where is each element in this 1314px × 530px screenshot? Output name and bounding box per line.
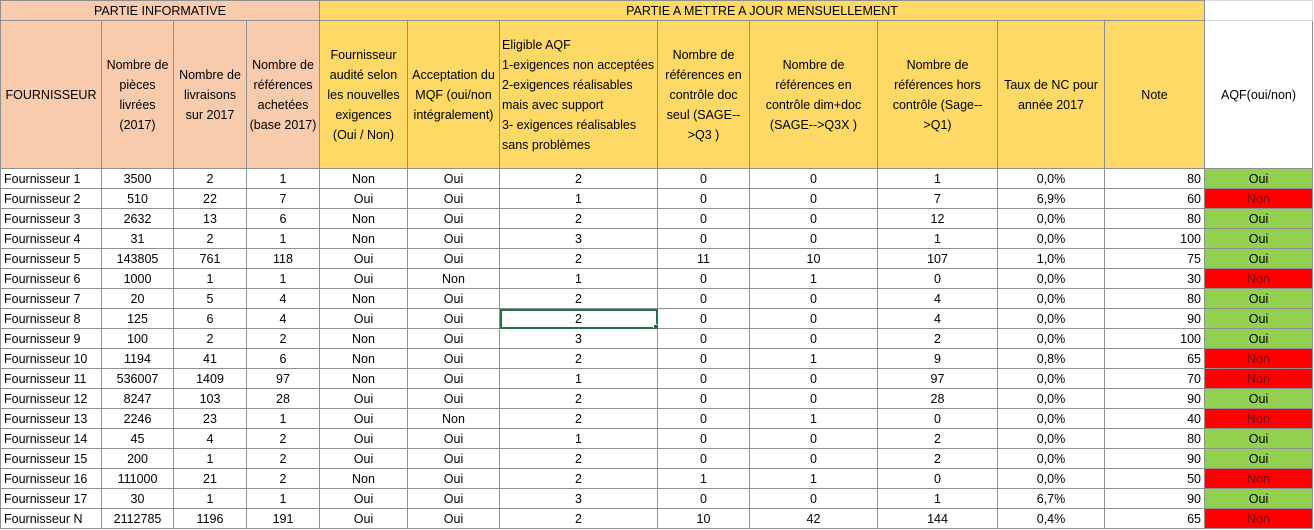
cell-aqf[interactable]: Oui — [1205, 389, 1313, 409]
cell-ref-doc[interactable]: 0 — [658, 409, 750, 429]
header-mqf[interactable]: Acceptation du MQF (oui/non intégralement) — [408, 21, 500, 169]
cell-audited[interactable]: Oui — [320, 489, 408, 509]
cell-eligible[interactable]: 3 — [500, 329, 658, 349]
cell-ref-out[interactable]: 28 — [878, 389, 998, 409]
header-ref-doc[interactable]: Nombre de références en contrôle doc seul (SAGE-->Q3 ) — [658, 21, 750, 169]
cell-mqf[interactable]: Oui — [408, 169, 500, 189]
cell-pieces[interactable]: 2246 — [102, 409, 174, 429]
header-eligible[interactable] — [500, 21, 658, 169]
cell-ref-doc[interactable]: 0 — [658, 389, 750, 409]
cell-ref-out[interactable]: 0 — [878, 269, 998, 289]
cell-pieces[interactable]: 536007 — [102, 369, 174, 389]
cell-eligible[interactable]: 3 — [500, 229, 658, 249]
cell-supplier[interactable]: Fournisseur 5 — [1, 249, 102, 269]
cell-nc-rate[interactable]: 0,0% — [998, 329, 1105, 349]
cell-eligible[interactable]: 3 — [500, 489, 658, 509]
table-row — [1, 249, 1313, 269]
cell-note[interactable]: 80 — [1105, 209, 1205, 229]
cell-references[interactable]: 6 — [247, 209, 320, 229]
cell-nc-rate[interactable]: 0,0% — [998, 309, 1105, 329]
cell-ref-out[interactable]: 4 — [878, 309, 998, 329]
cell-aqf[interactable]: Non — [1205, 409, 1313, 429]
cell-aqf[interactable]: Oui — [1205, 249, 1313, 269]
cell-supplier[interactable]: Fournisseur N — [1, 509, 102, 529]
cell-audited[interactable]: Oui — [320, 409, 408, 429]
cell-note[interactable]: 90 — [1105, 449, 1205, 469]
cell-ref-dim[interactable]: 1 — [750, 469, 878, 489]
cell-eligible[interactable]: 2 — [500, 449, 658, 469]
section-band-row — [1, 1, 1313, 21]
cell-nc-rate[interactable]: 6,9% — [998, 189, 1105, 209]
cell-pieces[interactable]: 2112785 — [102, 509, 174, 529]
cell-ref-doc[interactable]: 0 — [658, 309, 750, 329]
cell-references[interactable]: 28 — [247, 389, 320, 409]
cell-audited[interactable]: Oui — [320, 389, 408, 409]
cell-ref-out[interactable]: 2 — [878, 329, 998, 349]
cell-supplier[interactable]: Fournisseur 1 — [1, 169, 102, 189]
cell-note[interactable]: 65 — [1105, 349, 1205, 369]
cell-note[interactable]: 80 — [1105, 289, 1205, 309]
table-row — [1, 189, 1313, 209]
cell-aqf[interactable]: Non — [1205, 369, 1313, 389]
cell-nc-rate[interactable]: 0,4% — [998, 509, 1105, 529]
table-row — [1, 409, 1313, 429]
cell-aqf[interactable]: Non — [1205, 189, 1313, 209]
cell-eligible[interactable]: 1 — [500, 269, 658, 289]
cell-ref-doc[interactable]: 0 — [658, 169, 750, 189]
cell-ref-dim[interactable]: 1 — [750, 269, 878, 289]
cell-references[interactable]: 191 — [247, 509, 320, 529]
cell-note[interactable]: 90 — [1105, 489, 1205, 509]
cell-references[interactable]: 1 — [247, 409, 320, 429]
cell-nc-rate[interactable]: 0,8% — [998, 349, 1105, 369]
cell-references[interactable]: 4 — [247, 289, 320, 309]
header-deliveries[interactable]: Nombre de livraisons sur 2017 — [174, 21, 247, 169]
cell-aqf[interactable]: Oui — [1205, 229, 1313, 249]
cell-audited[interactable]: Non — [320, 169, 408, 189]
cell-mqf[interactable]: Oui — [408, 249, 500, 269]
cell-nc-rate[interactable]: 0,0% — [998, 229, 1105, 249]
cell-references[interactable]: 1 — [247, 169, 320, 189]
cell-ref-dim[interactable]: 0 — [750, 489, 878, 509]
cell-ref-dim[interactable]: 0 — [750, 369, 878, 389]
cell-audited[interactable]: Non — [320, 289, 408, 309]
cell-mqf[interactable]: Non — [408, 409, 500, 429]
cell-pieces[interactable]: 100 — [102, 329, 174, 349]
header-eligible-line-3: 3- exigences réalisables sans problèmes — [502, 117, 637, 152]
cell-supplier[interactable]: Fournisseur 10 — [1, 349, 102, 369]
cell-deliveries[interactable]: 4 — [174, 429, 247, 449]
cell-note[interactable]: 100 — [1105, 229, 1205, 249]
cell-mqf[interactable]: Oui — [408, 309, 500, 329]
cell-nc-rate[interactable]: 1,0% — [998, 249, 1105, 269]
cell-ref-out[interactable]: 1 — [878, 229, 998, 249]
cell-ref-doc[interactable]: 0 — [658, 209, 750, 229]
cell-supplier[interactable]: Fournisseur 6 — [1, 269, 102, 289]
cell-aqf[interactable]: Oui — [1205, 449, 1313, 469]
cell-references[interactable]: 6 — [247, 349, 320, 369]
cell-ref-dim[interactable]: 0 — [750, 449, 878, 469]
table-row — [1, 489, 1313, 509]
cell-mqf[interactable]: Oui — [408, 329, 500, 349]
table-row — [1, 329, 1313, 349]
cell-ref-doc[interactable]: 0 — [658, 449, 750, 469]
cell-ref-out[interactable]: 1 — [878, 489, 998, 509]
cell-ref-doc[interactable]: 0 — [658, 349, 750, 369]
cell-supplier[interactable]: Fournisseur 3 — [1, 209, 102, 229]
table-row — [1, 209, 1313, 229]
cell-deliveries[interactable]: 1 — [174, 449, 247, 469]
cell-ref-out[interactable]: 107 — [878, 249, 998, 269]
cell-mqf[interactable]: Oui — [408, 449, 500, 469]
fill-handle[interactable] — [653, 324, 658, 329]
cell-deliveries[interactable]: 2 — [174, 329, 247, 349]
cell-eligible[interactable]: 2 — [500, 469, 658, 489]
cell-aqf[interactable]: Non — [1205, 469, 1313, 489]
cell-audited[interactable]: Oui — [320, 189, 408, 209]
cell-mqf[interactable]: Oui — [408, 349, 500, 369]
table-row — [1, 269, 1313, 289]
cell-ref-doc[interactable]: 11 — [658, 249, 750, 269]
table-row — [1, 169, 1313, 189]
header-eligible-line-1: 1-exigences non acceptées — [502, 57, 655, 72]
cell-note[interactable]: 60 — [1105, 189, 1205, 209]
cell-ref-dim[interactable]: 10 — [750, 249, 878, 269]
cell-ref-dim[interactable]: 42 — [750, 509, 878, 529]
header-eligible-line-0: Eligible AQF — [502, 37, 571, 52]
cell-ref-doc[interactable]: 0 — [658, 329, 750, 349]
cell-note[interactable]: 50 — [1105, 469, 1205, 489]
cell-references[interactable]: 7 — [247, 189, 320, 209]
cell-references[interactable]: 1 — [247, 229, 320, 249]
cell-note[interactable]: 100 — [1105, 329, 1205, 349]
cell-ref-out[interactable]: 2 — [878, 449, 998, 469]
cell-note[interactable]: 90 — [1105, 309, 1205, 329]
cell-ref-doc[interactable]: 10 — [658, 509, 750, 529]
cell-eligible[interactable]: 2 — [500, 349, 658, 369]
table-row — [1, 349, 1313, 369]
cell-references[interactable]: 2 — [247, 449, 320, 469]
cell-ref-dim[interactable]: 0 — [750, 309, 878, 329]
table-row — [1, 509, 1313, 529]
cell-ref-dim[interactable]: 0 — [750, 329, 878, 349]
cell-supplier[interactable]: Fournisseur 15 — [1, 449, 102, 469]
cell-audited[interactable]: Non — [320, 369, 408, 389]
cell-supplier[interactable]: Fournisseur 16 — [1, 469, 102, 489]
cell-aqf[interactable]: Oui — [1205, 209, 1313, 229]
cell-aqf[interactable]: Non — [1205, 349, 1313, 369]
cell-eligible[interactable]: 2 — [500, 309, 658, 329]
cell-aqf[interactable]: Non — [1205, 269, 1313, 289]
cell-aqf[interactable]: Oui — [1205, 489, 1313, 509]
cell-aqf[interactable]: Oui — [1205, 289, 1313, 309]
cell-ref-dim[interactable]: 0 — [750, 169, 878, 189]
cell-eligible[interactable]: 2 — [500, 409, 658, 429]
cell-nc-rate[interactable]: 0,0% — [998, 289, 1105, 309]
cell-deliveries[interactable]: 1 — [174, 489, 247, 509]
cell-pieces[interactable]: 2632 — [102, 209, 174, 229]
cell-ref-doc[interactable]: 0 — [658, 269, 750, 289]
cell-nc-rate[interactable]: 0,0% — [998, 469, 1105, 489]
cell-deliveries[interactable]: 41 — [174, 349, 247, 369]
cell-ref-doc[interactable]: 0 — [658, 189, 750, 209]
cell-pieces[interactable]: 20 — [102, 289, 174, 309]
cell-nc-rate[interactable]: 0,0% — [998, 169, 1105, 189]
cell-supplier[interactable]: Fournisseur 17 — [1, 489, 102, 509]
cell-deliveries[interactable]: 103 — [174, 389, 247, 409]
header-note[interactable]: Note — [1105, 21, 1205, 169]
cell-references[interactable]: 2 — [247, 329, 320, 349]
cell-eligible[interactable]: 2 — [500, 169, 658, 189]
cell-note[interactable]: 70 — [1105, 369, 1205, 389]
header-references[interactable]: Nombre de références achetées (base 2017) — [247, 21, 320, 169]
cell-eligible[interactable]: 1 — [500, 369, 658, 389]
cell-pieces[interactable]: 1194 — [102, 349, 174, 369]
cell-supplier[interactable]: Fournisseur 14 — [1, 429, 102, 449]
table-row — [1, 309, 1313, 329]
cell-mqf[interactable]: Non — [408, 269, 500, 289]
cell-deliveries[interactable]: 761 — [174, 249, 247, 269]
cell-ref-doc[interactable]: 0 — [658, 429, 750, 449]
cell-ref-out[interactable]: 12 — [878, 209, 998, 229]
cell-references[interactable]: 2 — [247, 429, 320, 449]
table-row — [1, 429, 1313, 449]
cell-supplier[interactable]: Fournisseur 4 — [1, 229, 102, 249]
cell-mqf[interactable]: Oui — [408, 389, 500, 409]
cell-references[interactable]: 4 — [247, 309, 320, 329]
cell-pieces[interactable]: 31 — [102, 229, 174, 249]
cell-supplier[interactable]: Fournisseur 2 — [1, 189, 102, 209]
cell-nc-rate[interactable]: 6,7% — [998, 489, 1105, 509]
cell-ref-dim[interactable]: 0 — [750, 229, 878, 249]
cell-eligible[interactable]: 2 — [500, 389, 658, 409]
cell-pieces[interactable]: 3500 — [102, 169, 174, 189]
cell-nc-rate[interactable]: 0,0% — [998, 209, 1105, 229]
cell-ref-out[interactable]: 4 — [878, 289, 998, 309]
cell-deliveries[interactable]: 6 — [174, 309, 247, 329]
cell-ref-dim[interactable]: 0 — [750, 429, 878, 449]
cell-pieces[interactable]: 45 — [102, 429, 174, 449]
cell-supplier[interactable]: Fournisseur 12 — [1, 389, 102, 409]
cell-nc-rate[interactable]: 0,0% — [998, 269, 1105, 289]
cell-ref-out[interactable]: 0 — [878, 409, 998, 429]
cell-references[interactable]: 118 — [247, 249, 320, 269]
cell-note[interactable]: 80 — [1105, 169, 1205, 189]
cell-supplier[interactable]: Fournisseur 8 — [1, 309, 102, 329]
cell-pieces[interactable]: 143805 — [102, 249, 174, 269]
cell-audited[interactable]: Oui — [320, 249, 408, 269]
table-row — [1, 229, 1313, 249]
cell-deliveries[interactable]: 5 — [174, 289, 247, 309]
cell-pieces[interactable]: 30 — [102, 489, 174, 509]
cell-audited[interactable]: Oui — [320, 429, 408, 449]
cell-aqf[interactable]: Oui — [1205, 429, 1313, 449]
cell-audited[interactable]: Oui — [320, 269, 408, 289]
cell-audited[interactable]: Oui — [320, 509, 408, 529]
cell-ref-doc[interactable]: 0 — [658, 489, 750, 509]
cell-deliveries[interactable]: 1196 — [174, 509, 247, 529]
cell-deliveries[interactable]: 23 — [174, 409, 247, 429]
cell-audited[interactable]: Oui — [320, 309, 408, 329]
cell-pieces[interactable]: 1000 — [102, 269, 174, 289]
cell-ref-doc[interactable]: 0 — [658, 289, 750, 309]
cell-deliveries[interactable]: 2 — [174, 229, 247, 249]
cell-eligible[interactable]: 1 — [500, 429, 658, 449]
table-row — [1, 389, 1313, 409]
cell-mqf[interactable]: Oui — [408, 229, 500, 249]
cell-note[interactable]: 30 — [1105, 269, 1205, 289]
cell-ref-dim[interactable]: 1 — [750, 409, 878, 429]
cell-audited[interactable]: Non — [320, 209, 408, 229]
cell-mqf[interactable]: Oui — [408, 369, 500, 389]
cell-mqf[interactable]: Oui — [408, 429, 500, 449]
cell-note[interactable]: 75 — [1105, 249, 1205, 269]
cell-eligible[interactable]: 2 — [500, 509, 658, 529]
cell-note[interactable]: 90 — [1105, 389, 1205, 409]
header-supplier[interactable]: FOURNISSEUR — [1, 21, 102, 169]
cell-supplier[interactable]: Fournisseur 11 — [1, 369, 102, 389]
cell-pieces[interactable]: 510 — [102, 189, 174, 209]
cell-nc-rate[interactable]: 0,0% — [998, 429, 1105, 449]
table-row — [1, 289, 1313, 309]
cell-mqf[interactable]: Oui — [408, 209, 500, 229]
cell-deliveries[interactable]: 22 — [174, 189, 247, 209]
table-row — [1, 469, 1313, 489]
table-row — [1, 449, 1313, 469]
band-informative[interactable]: PARTIE INFORMATIVE — [1, 1, 320, 21]
cell-deliveries[interactable]: 1 — [174, 269, 247, 289]
cell-deliveries[interactable]: 13 — [174, 209, 247, 229]
cell-ref-out[interactable]: 2 — [878, 429, 998, 449]
cell-ref-dim[interactable]: 0 — [750, 189, 878, 209]
cell-nc-rate[interactable]: 0,0% — [998, 449, 1105, 469]
cell-audited[interactable]: Non — [320, 329, 408, 349]
cell-ref-out[interactable]: 9 — [878, 349, 998, 369]
cell-ref-out[interactable]: 7 — [878, 189, 998, 209]
cell-references[interactable]: 97 — [247, 369, 320, 389]
cell-nc-rate[interactable]: 0,0% — [998, 409, 1105, 429]
cell-ref-dim[interactable]: 0 — [750, 289, 878, 309]
cell-mqf[interactable]: Oui — [408, 289, 500, 309]
cell-ref-out[interactable]: 144 — [878, 509, 998, 529]
cell-deliveries[interactable]: 2 — [174, 169, 247, 189]
cell-ref-doc[interactable]: 0 — [658, 369, 750, 389]
cell-pieces[interactable]: 200 — [102, 449, 174, 469]
cell-eligible[interactable]: 2 — [500, 249, 658, 269]
header-ref-out[interactable]: Nombre de références hors contrôle (Sage-->Q1) — [878, 21, 998, 169]
cell-aqf[interactable]: Oui — [1205, 169, 1313, 189]
cell-ref-doc[interactable]: 1 — [658, 469, 750, 489]
cell-mqf[interactable]: Oui — [408, 469, 500, 489]
cell-note[interactable]: 40 — [1105, 409, 1205, 429]
cell-references[interactable]: 1 — [247, 489, 320, 509]
cell-ref-out[interactable]: 0 — [878, 469, 998, 489]
cell-mqf[interactable]: Oui — [408, 509, 500, 529]
cell-pieces[interactable]: 111000 — [102, 469, 174, 489]
header-pieces[interactable]: Nombre de pièces livrées (2017) — [102, 21, 174, 169]
cell-supplier[interactable]: Fournisseur 7 — [1, 289, 102, 309]
header-ref-dim[interactable]: Nombre de références en contrôle dim+doc (SAGE-->Q3X ) — [750, 21, 878, 169]
band-blank-cell[interactable] — [1205, 1, 1313, 21]
band-monthly[interactable]: PARTIE A METTRE A JOUR MENSUELLEMENT — [320, 1, 1205, 21]
cell-aqf[interactable]: Non — [1205, 509, 1313, 529]
cell-note[interactable]: 65 — [1105, 509, 1205, 529]
header-eligible-line-2: 2-exigences réalisables mais avec support — [502, 77, 633, 112]
cell-references[interactable]: 2 — [247, 469, 320, 489]
cell-deliveries[interactable]: 21 — [174, 469, 247, 489]
column-header-row — [1, 21, 1313, 169]
cell-audited[interactable]: Oui — [320, 449, 408, 469]
cell-note[interactable]: 80 — [1105, 429, 1205, 449]
cell-supplier[interactable]: Fournisseur 13 — [1, 409, 102, 429]
header-audited[interactable]: Fournisseur audité selon les nouvelles exigences (Oui / Non) — [320, 21, 408, 169]
cell-audited[interactable]: Non — [320, 469, 408, 489]
cell-ref-out[interactable]: 1 — [878, 169, 998, 189]
cell-mqf[interactable]: Oui — [408, 189, 500, 209]
cell-deliveries[interactable]: 1409 — [174, 369, 247, 389]
cell-ref-doc[interactable]: 0 — [658, 229, 750, 249]
cell-ref-out[interactable]: 97 — [878, 369, 998, 389]
header-aqf[interactable]: AQF(oui/non) — [1205, 21, 1313, 169]
cell-ref-dim[interactable]: 0 — [750, 389, 878, 409]
cell-audited[interactable]: Non — [320, 349, 408, 369]
cell-eligible[interactable]: 2 — [500, 289, 658, 309]
cell-ref-dim[interactable]: 0 — [750, 209, 878, 229]
cell-audited[interactable]: Non — [320, 229, 408, 249]
header-nc-rate[interactable]: Taux de NC pour année 2017 — [998, 21, 1105, 169]
cell-nc-rate[interactable]: 0,0% — [998, 369, 1105, 389]
cell-references[interactable]: 1 — [247, 269, 320, 289]
cell-pieces[interactable]: 8247 — [102, 389, 174, 409]
cell-mqf[interactable]: Oui — [408, 489, 500, 509]
cell-eligible[interactable]: 2 — [500, 209, 658, 229]
cell-supplier[interactable]: Fournisseur 9 — [1, 329, 102, 349]
cell-pieces[interactable]: 125 — [102, 309, 174, 329]
cell-aqf[interactable]: Oui — [1205, 329, 1313, 349]
cell-aqf[interactable]: Oui — [1205, 309, 1313, 329]
cell-eligible[interactable]: 1 — [500, 189, 658, 209]
cell-ref-dim[interactable]: 1 — [750, 349, 878, 369]
table-row — [1, 369, 1313, 389]
cell-nc-rate[interactable]: 0,0% — [998, 389, 1105, 409]
